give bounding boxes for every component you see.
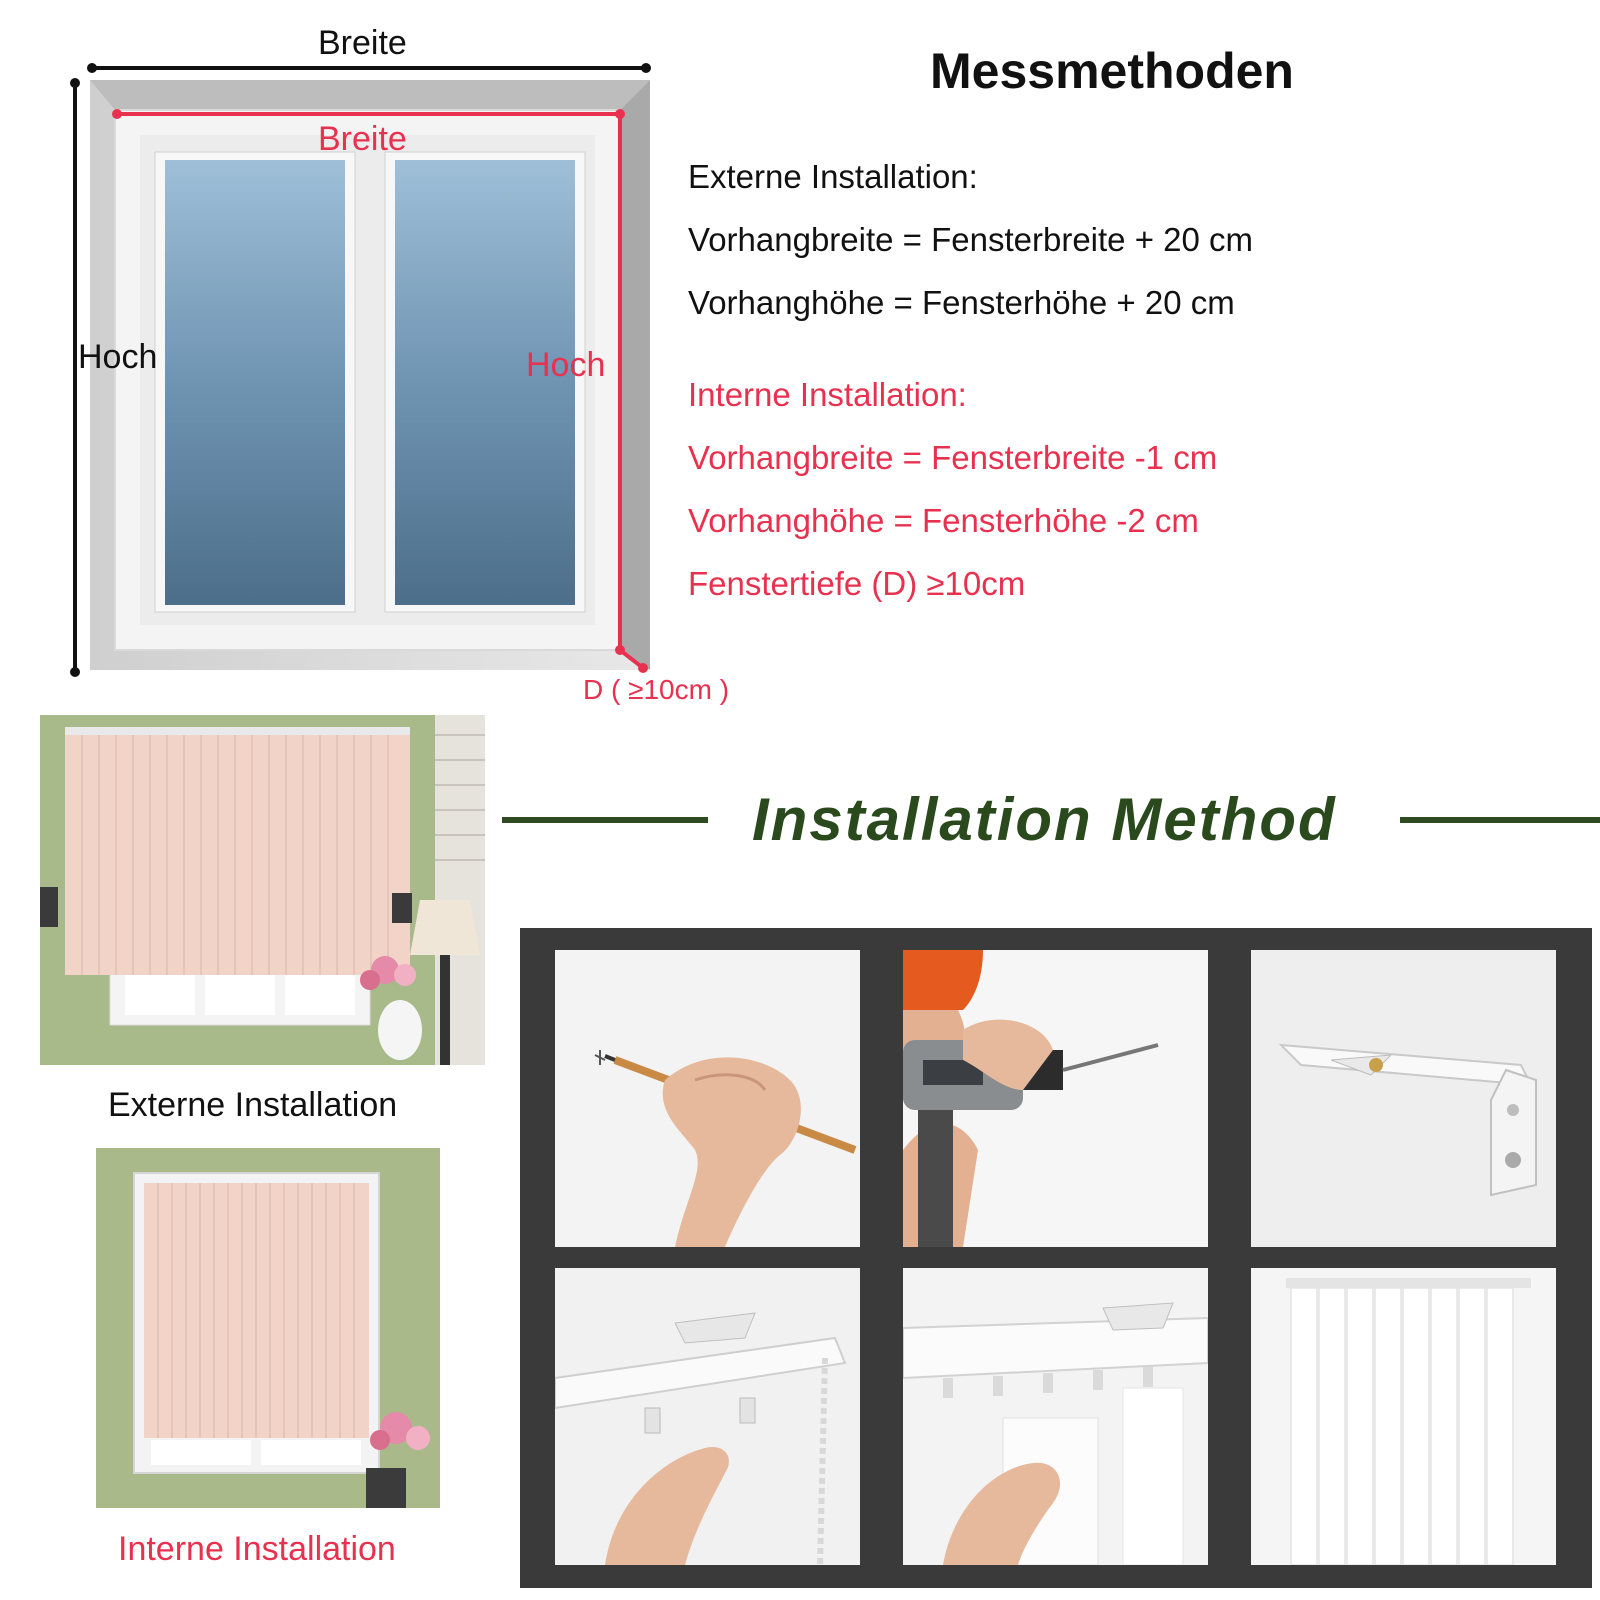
internal-height-rule: Vorhanghöhe = Fensterhöhe -2 cm (688, 502, 1199, 539)
internal-installation-photo (96, 1148, 440, 1508)
external-height-rule: Vorhanghöhe = Fensterhöhe + 20 cm (688, 284, 1235, 321)
title-rule-left (502, 817, 708, 823)
external-heading: Externe Installation: (688, 158, 978, 195)
left-pane (165, 160, 345, 605)
depth-label: D ( ≥10cm ) (583, 674, 730, 705)
step-finished-photo (1251, 1268, 1556, 1565)
step-mount-rail-photo (555, 1268, 860, 1565)
inner-height-label: Hoch (526, 346, 606, 384)
step-bracket-photo (1251, 950, 1556, 1247)
installation-title: Installation Method (752, 786, 1337, 853)
outer-height-label: Hoch (78, 338, 158, 376)
step-hang-slats-photo (903, 1268, 1208, 1565)
step-drill-photo (903, 950, 1208, 1247)
outer-width-label: Breite (318, 24, 407, 62)
measure-title: Messmethoden (930, 43, 1294, 99)
internal-heading: Interne Installation: (688, 376, 967, 413)
external-width-rule: Vorhangbreite = Fensterbreite + 20 cm (688, 221, 1253, 258)
internal-width-rule: Vorhangbreite = Fensterbreite -1 cm (688, 439, 1218, 476)
inner-width-label: Breite (318, 120, 407, 158)
internal-caption: Interne Installation (118, 1530, 396, 1568)
external-caption: Externe Installation (108, 1086, 398, 1124)
installation-steps-grid (520, 928, 1592, 1588)
title-rule-right (1400, 817, 1600, 823)
depth-rule: Fenstertiefe (D) ≥10cm (688, 565, 1026, 602)
step-mark-photo (555, 950, 860, 1247)
external-installation-photo (40, 715, 485, 1065)
